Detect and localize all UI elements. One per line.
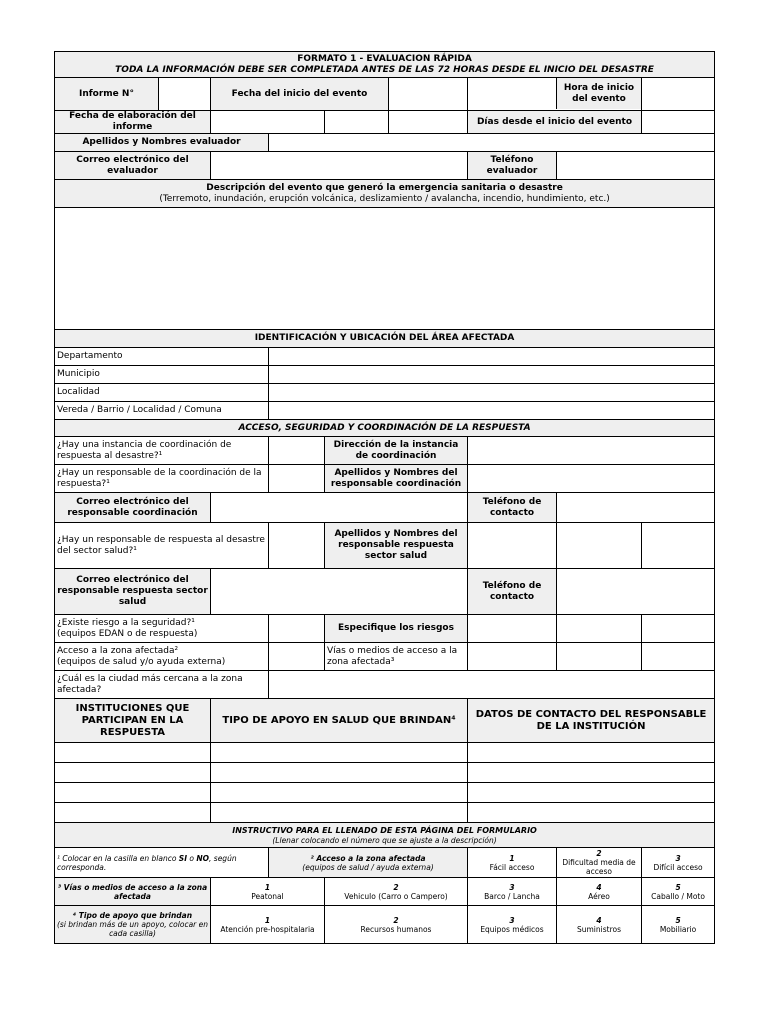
fecha-inicio-field[interactable] [389, 78, 468, 111]
apoyo-legend-label [55, 906, 211, 944]
vias-option-4: 4 Aéreo [557, 878, 642, 906]
q-salud-label: ¿Hay un responsable de respuesta al desastre del sector salud?¹ [55, 523, 269, 569]
institucion-field[interactable] [55, 783, 211, 803]
vias-option-2: 2 Vehiculo (Carro o Campero) [325, 878, 468, 906]
institucion-field[interactable] [55, 763, 211, 783]
telefono-coord-label: Teléfono de contacto [468, 493, 557, 523]
vias-legend-label: ³ Vías o medios de acceso a la zona afectada [55, 878, 211, 906]
ubicacion-title: IDENTIFICACIÓN Y UBICACIÓN DEL ÁREA AFECTADA [55, 330, 715, 348]
institucion-field[interactable] [55, 803, 211, 823]
acceso-title: ACCESO, SEGURIDAD Y COORDINACIÓN DE LA RESPUESTA [55, 420, 715, 437]
localidad-field[interactable] [269, 384, 715, 402]
apoyo-option-2: 2 Recursos humanos [325, 906, 468, 944]
vereda-label: Vereda / Barrio / Localidad / Comuna [55, 402, 269, 420]
apellidos-salud-field-2[interactable] [557, 523, 642, 569]
apoyo-option-5: 5 Mobiliario [642, 906, 715, 944]
tipo-apoyo-field[interactable] [211, 743, 468, 763]
apellidos-salud-field-1[interactable] [468, 523, 557, 569]
contacto-field[interactable] [468, 803, 715, 823]
apoyo-option-4: 4 Suministros [557, 906, 642, 944]
q-riesgo-sub: (equipos EDAN o de respuesta) [57, 628, 198, 639]
q-salud-field[interactable] [269, 523, 325, 569]
departamento-field[interactable] [269, 348, 715, 366]
descripcion-header [55, 180, 715, 208]
instructivo-title: INSTRUCTIVO PARA EL LLENADO DE ESTA PÁGINA DEL FORMULARIO [232, 825, 537, 835]
instituciones-col3-header: DATOS DE CONTACTO DEL RESPONSABLE DE LA INSTITUCIÓN [468, 699, 715, 743]
q-responsable-field[interactable] [269, 465, 325, 493]
informe-no-field[interactable] [159, 78, 211, 111]
tipo-apoyo-field[interactable] [211, 783, 468, 803]
form-title: FORMATO 1 - EVALUACION RÁPIDA [297, 53, 472, 64]
descripcion-title: Descripción del evento que generó la emergencia sanitaria o desastre [206, 182, 563, 193]
telefono-salud-label: Teléfono de contacto [468, 569, 557, 615]
fecha-elaboracion-label: Fecha de elaboración del informe [55, 111, 211, 134]
apoyo-legend-sub: (si brindan más de un apoyo, colocar en cada casilla) [57, 920, 208, 938]
telefono-evaluador-label: Teléfono evaluador [468, 152, 557, 180]
apoyo-option-1: 1 Atención pre-hospitalaria [211, 906, 325, 944]
acceso-legend-label [269, 848, 468, 878]
telefono-coord-field[interactable] [557, 493, 715, 523]
q-riesgo-label [55, 615, 269, 643]
correo-evaluador-label: Correo electrónico del evaluador [55, 152, 211, 180]
q-acceso-text: Acceso a la zona afectada² [57, 645, 179, 656]
telefono-salud-field[interactable] [557, 569, 715, 615]
vereda-field[interactable] [269, 402, 715, 420]
descripcion-field[interactable] [55, 208, 715, 330]
instituciones-col2-header: TIPO DE APOYO EN SALUD QUE BRINDAN⁴ [211, 699, 468, 743]
acceso-legend-title: ² Acceso a la zona afectada [310, 853, 426, 863]
direccion-instancia-label: Dirección de la instancia de coordinación [325, 437, 468, 465]
correo-salud-label: Correo electrónico del responsable respuesta sector salud [55, 569, 211, 615]
especifique-field-2[interactable] [557, 615, 642, 643]
apellidos-evaluador-label: Apellidos y Nombres evaluador [55, 134, 269, 152]
vias-field-2[interactable] [557, 643, 642, 671]
instructivo-note-si-no: ¹ Colocar en la casilla en blanco SI o NO, según corresponda. [55, 848, 269, 878]
vias-option-3: 3 Barco / Lancha [468, 878, 557, 906]
vias-label: Vías o medios de acceso a la zona afectada³ [325, 643, 468, 671]
fecha-elaboracion-field-2[interactable] [325, 111, 389, 134]
correo-coord-label: Correo electrónico del responsable coordinación [55, 493, 211, 523]
institucion-field[interactable] [55, 743, 211, 763]
descripcion-subtitle: (Terremoto, inundación, erupción volcánica, deslizamiento / avalancha, incendio, hundimiento, etc.) [159, 193, 610, 204]
localidad-label: Localidad [55, 384, 269, 402]
correo-coord-field[interactable] [211, 493, 468, 523]
correo-evaluador-field[interactable] [211, 152, 468, 180]
q-responsable-label: ¿Hay un responsable de la coordinación de la respuesta?¹ [55, 465, 269, 493]
acceso-option-1: 1 Fácil acceso [468, 848, 557, 878]
municipio-label: Municipio [55, 366, 269, 384]
fecha-inicio-label: Fecha del inicio del evento [211, 78, 389, 111]
acceso-option-3: 3 Difícil acceso [642, 848, 715, 878]
apellidos-salud-label: Apellidos y Nombres del responsable respuesta sector salud [325, 523, 468, 569]
dias-desde-field[interactable] [642, 111, 715, 134]
form-subtitle: TODA LA INFORMACIÓN DEBE SER COMPLETADA ANTES DE LAS 72 HORAS DESDE EL INICIO DEL DESASTRE [115, 64, 654, 75]
departamento-label: Departamento [55, 348, 269, 366]
evaluation-form [54, 51, 715, 944]
acceso-option-2: 2 Dificultad media de acceso [557, 848, 642, 878]
apellidos-coord-field[interactable] [468, 465, 715, 493]
contacto-field[interactable] [468, 763, 715, 783]
fecha-elaboracion-field-3[interactable] [389, 111, 468, 134]
apoyo-legend-title: ⁴ Tipo de apoyo que brindan [72, 911, 193, 920]
dias-desde-label: Días desde el inicio del evento [468, 111, 642, 134]
municipio-field[interactable] [269, 366, 715, 384]
vias-option-1: 1 Peatonal [211, 878, 325, 906]
vias-option-5: 5 Caballo / Moto [642, 878, 715, 906]
q-acceso-label [55, 643, 269, 671]
apoyo-option-3: 3 Equipos médicos [468, 906, 557, 944]
vias-field-1[interactable] [468, 643, 557, 671]
form-header [55, 52, 715, 78]
hora-inicio-cell [642, 78, 715, 111]
instructivo-subtitle: (Llenar colocando el número que se ajuste a la descripción) [272, 835, 497, 845]
correo-salud-field[interactable] [211, 569, 468, 615]
q-instancia-field[interactable] [269, 437, 325, 465]
informe-no-label: Informe N° [55, 78, 159, 111]
q-acceso-sub: (equipos de salud y/o ayuda externa) [57, 656, 226, 667]
especifique-field-3[interactable] [642, 615, 715, 643]
instituciones-col1-header: INSTITUCIONES QUE PARTICIPAN EN LA RESPUESTA [55, 699, 211, 743]
contacto-field[interactable] [468, 783, 715, 803]
telefono-evaluador-field[interactable] [557, 152, 715, 180]
q-instancia-label: ¿Hay una instancia de coordinación de respuesta al desastre?¹ [55, 437, 269, 465]
tipo-apoyo-field[interactable] [211, 763, 468, 783]
acceso-legend-sub: (equipos de salud / ayuda externa) [302, 862, 434, 872]
tipo-apoyo-field[interactable] [211, 803, 468, 823]
q-riesgo-field[interactable] [269, 615, 325, 643]
apellidos-salud-field-3[interactable] [642, 523, 715, 569]
apellidos-evaluador-field[interactable] [269, 134, 715, 152]
especifique-field-1[interactable] [468, 615, 557, 643]
direccion-instancia-field[interactable] [468, 437, 715, 465]
q-acceso-field[interactable] [269, 643, 325, 671]
ciudad-field[interactable] [269, 671, 715, 699]
fecha-elaboracion-field-1[interactable] [211, 111, 325, 134]
especifique-label: Especifique los riesgos [325, 615, 468, 643]
instructivo-header [55, 823, 715, 848]
apellidos-coord-label: Apellidos y Nombres del responsable coordinación [325, 465, 468, 493]
q-riesgo-text: ¿Existe riesgo a la seguridad?¹ [57, 617, 195, 628]
vias-field-3[interactable] [642, 643, 715, 671]
contacto-field[interactable] [468, 743, 715, 763]
hora-inicio-label: Hora de inicio del evento [556, 78, 642, 109]
ciudad-label: ¿Cuál es la ciudad más cercana a la zona afectada? [55, 671, 269, 699]
